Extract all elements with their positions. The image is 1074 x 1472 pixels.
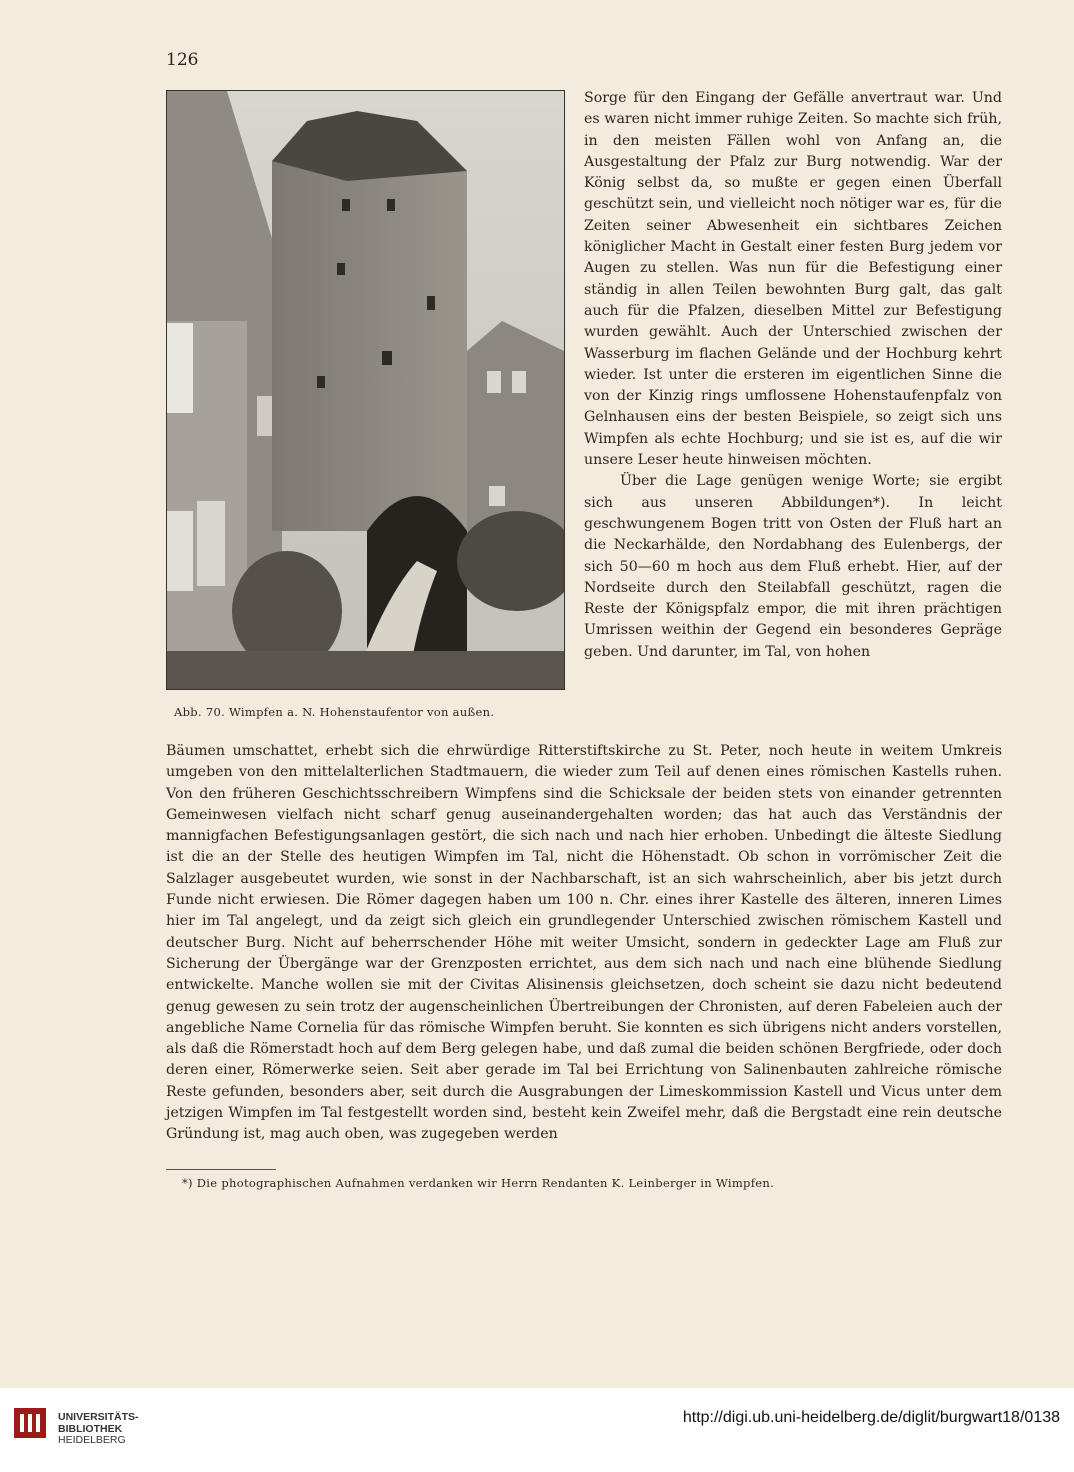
footer-bar [0,1388,1074,1472]
source-url-link[interactable]: http://digi.ub.uni-heidelberg.de/diglit/burgwart18/0138 [682,1409,1060,1426]
university-library-logo-icon [12,1404,48,1440]
library-name-line1: UNIVERSITÄTS- [58,1411,139,1423]
library-name [58,1412,139,1447]
paragraph-1: Sorge für den Eingang der Gefälle anvertraut war. Und es waren nicht immer ruhige Zeiten. So machte sich früh, in den meisten Fällen wohl von Anfang an, die Ausgestaltung der Pfalz zur Burg notwendig. War der König selbst da, so mußte er gegen einen Überfall geschützt sein, und vielleicht noch nötiger war es, für die Zeiten seiner Abwesenheit ein sichtbares Zeichen königlicher Macht in Gestalt einer festen Burg jedem vor Augen zu stellen. Was nun für die Befestigung einer ständig in allen Teilen bewohnten Burg galt, das galt auch für die Pfalzen, dieselben Mittel zur Befestigung wurden gewählt. Auch der Unterschied zwischen der Wasserburg im flachen Gelände und der Hochburg kehrt wieder. Ist unter die ersteren im eigentlichen Sinne die von der Kinzig rings umflossene Hohenstaufenpfalz von Gelnhausen eins der besten Beispiele, so zeigt sich uns Wimpfen als echte Hochburg; und sie ist es, auf die wir unsere Leser heute hinweisen möchten. [584,90,1002,469]
tower-gate-illustration [167,91,564,689]
library-name-line2: BIBLIOTHEK [58,1422,123,1435]
paragraph-3: Bäumen umschattet, erhebt sich die ehrwürdige Ritterstiftskirche zu St. Peter, noch heute in weitem Umkreis umgeben von den mittelalterlichen Stadtmauern, die wieder zum Teil auf denen eines römischen Kastells ruhen. Von den früheren Geschichtsschreibern Wimpfens sind die Schicksale der beiden stets von einander getrennten Gemeinwesen vielfach nicht scharf genug auseinandergehalten worden; das hat auch das Verständnis der mannigfachen Befestigungsanlagen gestört, die sich nach und nach hier erhoben. Unbedingt die älteste Siedlung ist die an der Stelle des heutigen Wimpfen im Tal, nicht die Höhenstadt. Ob schon in vorrömischer Zeit die Salzlager ausgebeutet wurden, wie sonst in der Nachbarschaft, ist an sich wahrscheinlich, aber bis jetzt durch Funde nicht erwiesen. Die Römer dagegen haben um 100 n. Chr. eines ihrer Kastelle des älteren, inneren Limes hier im Tal angelegt, und da zeigt sich gleich ein grundlegender Unterschied zwischen römischem Kastell und deutscher Burg. Nicht auf beherrschender Höhe mit weiter Umsicht, sondern in gedeckter Lage am Fluß zur Sicherung der Übergänge war der Grenzposten errichtet, aus dem sich nach und nach eine blühende Siedlung entwickelte. Manche wollen sie mit der Civitas Alisinensis gleichsetzen, doch scheint sie dazu nicht bedeutend genug gewesen zu sein trotz der augenscheinlichen Übertreibungen der Chronisten, auf deren Fabeleien auch der angebliche Name Cornelia für das römische Wimpfen beruht. Sie konnten es sich übrigens nicht anders vorstellen, als daß die Römerstadt hoch auf dem Berg gelegen habe, und daß zumal die beiden schönen Bergfriede, oder doch deren einer, Römerwerke seien. Seit aber gerade im Tal bei Errichtung von Salinenbauten zahlreiche römische Reste gefunden, besonders aber, seit durch die Ausgrabungen der Limeskommission Kastell und Vicus unter dem jetzigen Wimpfen im Tal festgestellt worden sind, besteht kein Zweifel mehr, daß die Bergstadt eine rein deutsche Gründung ist, mag auch oben, was zugegeben werden [166,743,1002,1143]
figure-photo [166,90,565,690]
footnote: *) Die photographischen Aufnahmen verdanken wir Herrn Rendanten K. Leinberger in Wimpfen. [182,1176,775,1190]
library-name-line3: HEIDELBERG [58,1434,126,1446]
figure-caption: Abb. 70. Wimpfen a. N. Hohenstaufentor von außen. [174,705,495,719]
full-width-text [166,741,1002,1146]
page-number: 126 [166,50,199,70]
paragraph-2: Über die Lage genügen wenige Worte; sie ergibt sich aus unseren Abbildungen*). In leicht geschwungenem Bogen tritt von Osten der Fluß hart an die Neckarhälde, den Nordabhang des Eulenbergs, der sich 50—60 m hoch aus dem Fluß erhebt. Hier, auf der Nordseite durch den Steilabfall geschützt, ragen die Reste der Königspfalz empor, die mit ihren prächtigen Umrissen weithin der Gegend ein besonderes Gepräge geben. Und darunter, im Tal, von hohen [584,473,1002,660]
footnote-divider [166,1169,276,1170]
column-text [584,88,1002,663]
